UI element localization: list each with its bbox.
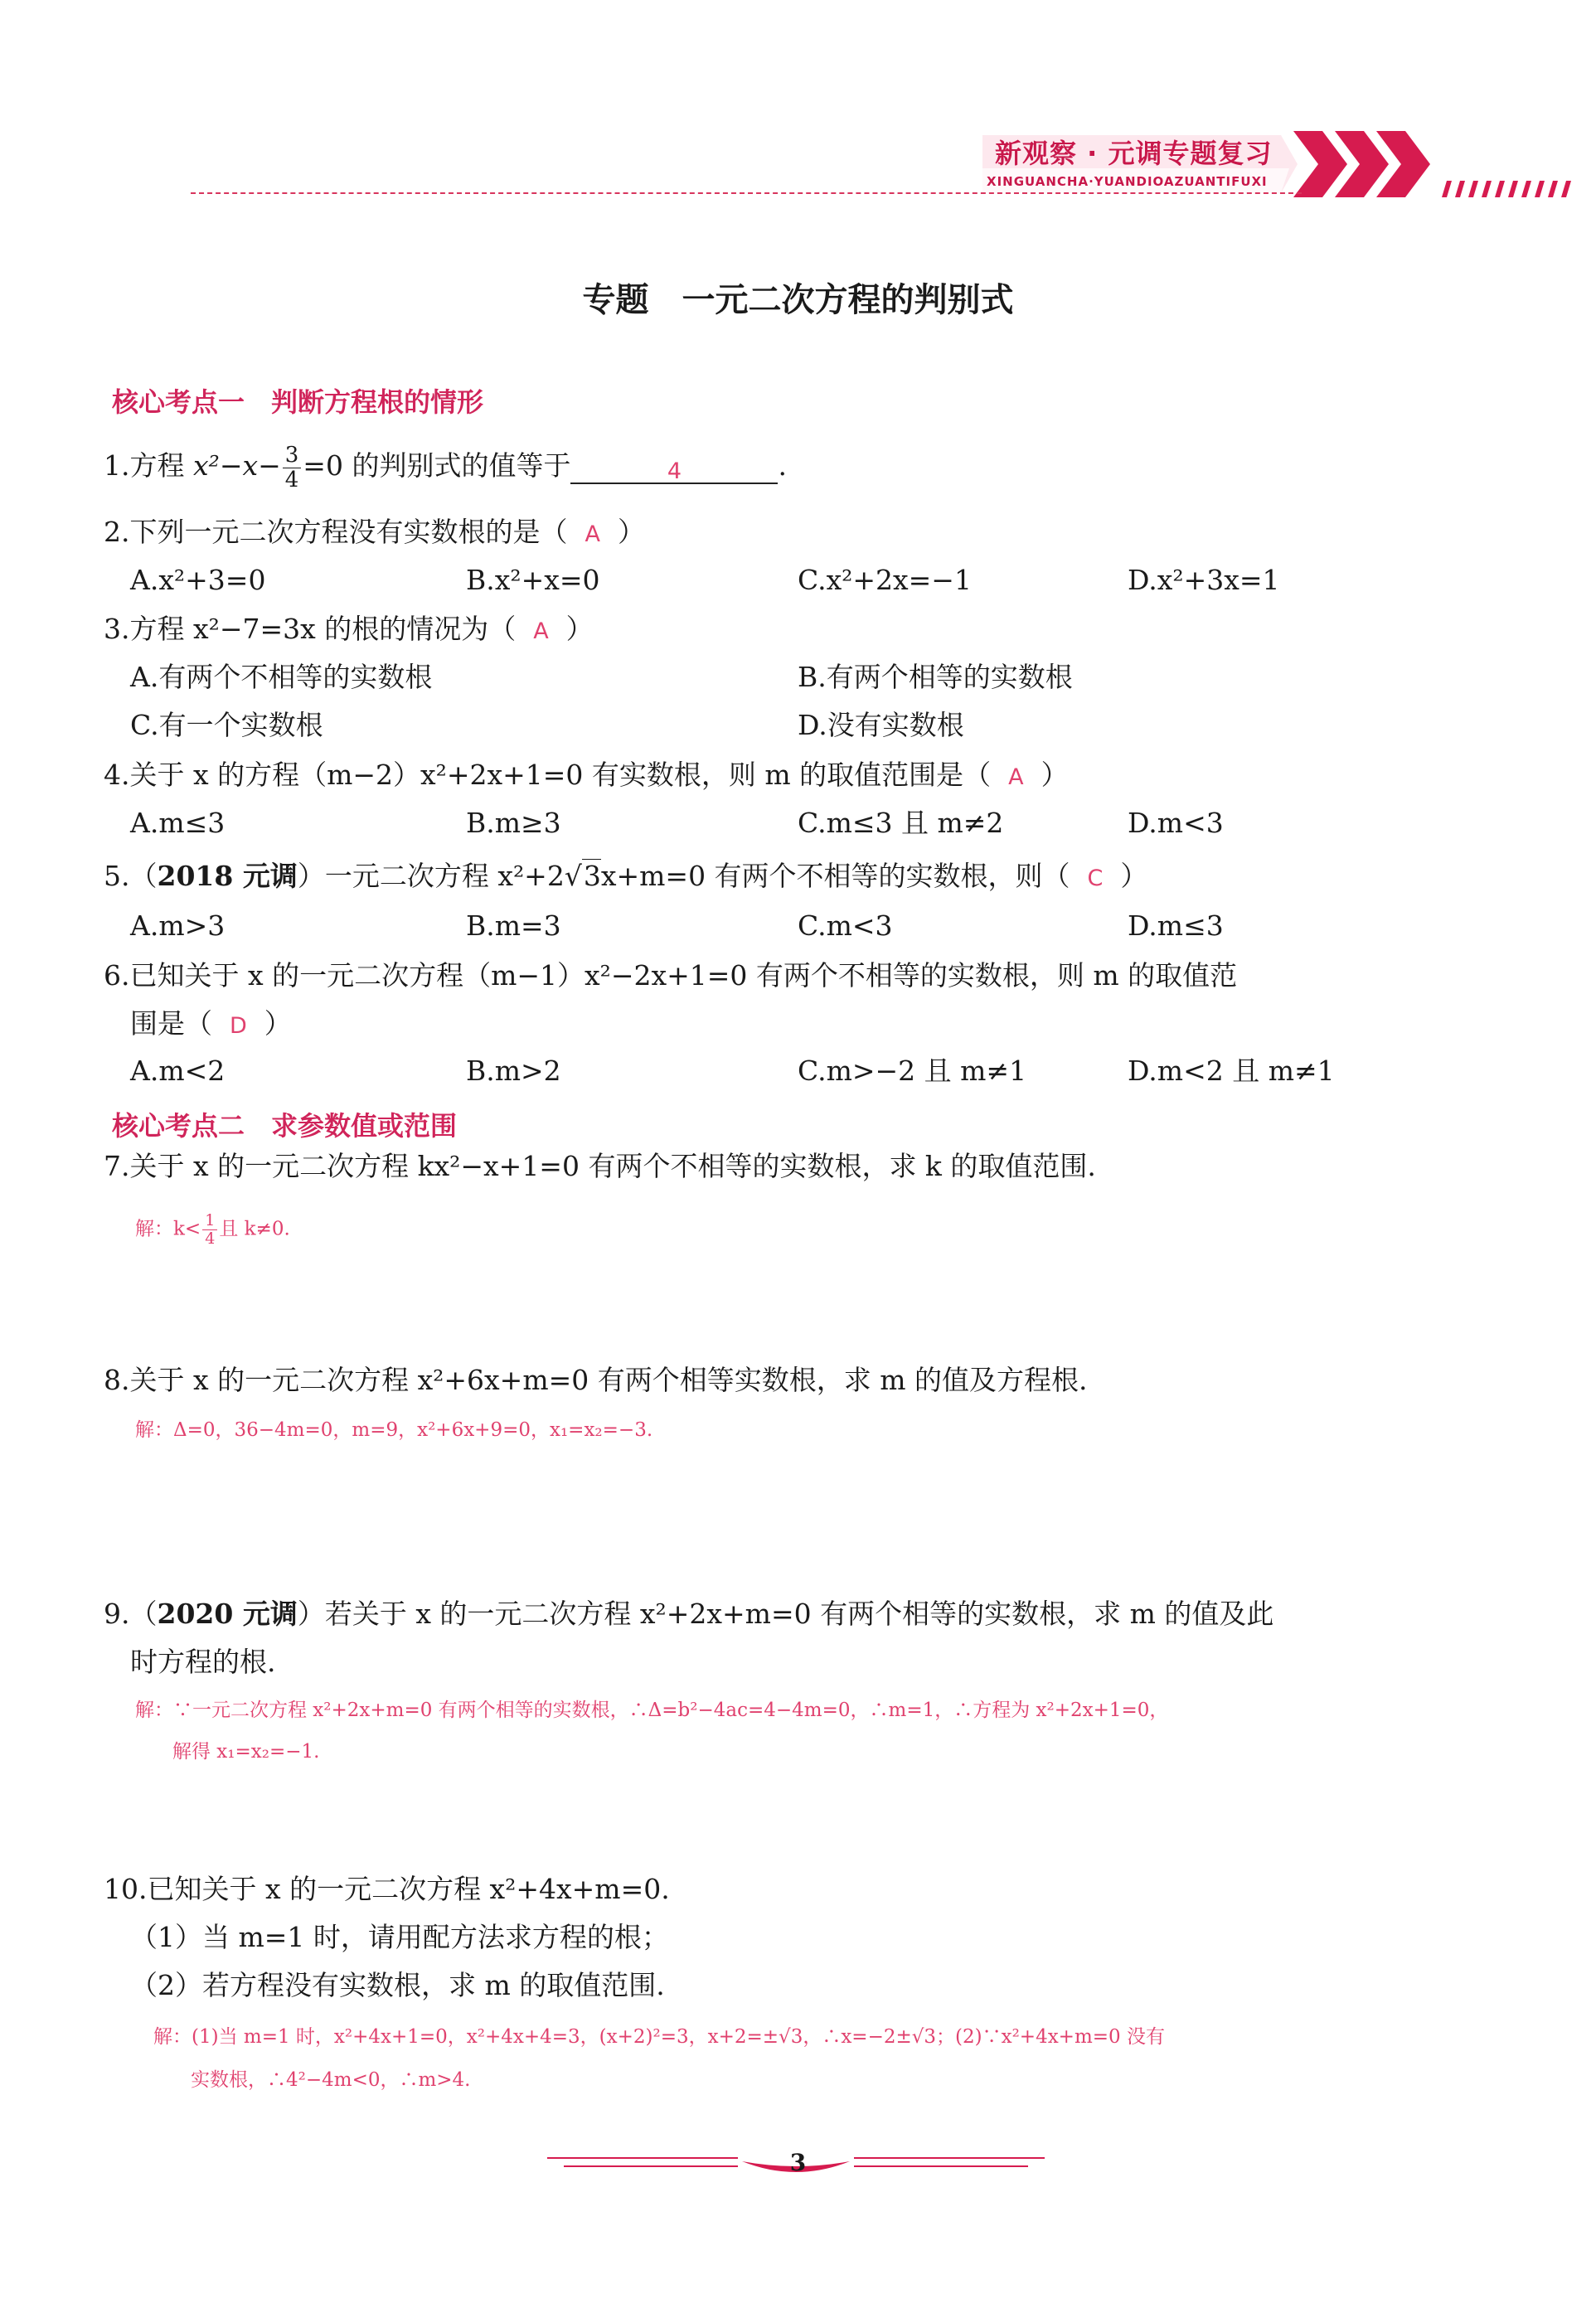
header-divider — [191, 192, 1302, 194]
question-9-tag: 2020 元调 — [157, 1598, 298, 1630]
question-9-stem-b: ）若关于 x 的一元二次方程 x²+2x+m=0 有两个相等的实数根，求 m 的值及此 — [297, 1598, 1274, 1630]
q2-option-a: A.x²+3=0 — [130, 564, 266, 596]
answer-5: C — [1087, 866, 1104, 891]
question-9-stem-a: 9.（ — [104, 1598, 158, 1630]
header-title: 新观察 · 元调专题复习 — [995, 138, 1273, 169]
chevron-decoration-icon — [1293, 131, 1434, 197]
q4-option-a: A.m≤3 — [130, 807, 226, 839]
question-10-part-1: （1）当 m=1 时，请用配方法求方程的根； — [130, 1921, 669, 1953]
question-3-stem: 3.方程 x²−7=3x 的根的情况为（ — [104, 613, 517, 645]
q4-option-c: C.m≤3 且 m≠2 — [798, 807, 1004, 839]
answer-6: D — [229, 1013, 247, 1039]
question-2: 2.下列一元二次方程没有实数根的是（ A ） — [104, 516, 645, 548]
answer-blank — [570, 455, 778, 484]
q3-option-d: D.没有实数根 — [798, 709, 964, 741]
solution-9-line2: 解得 x₁=x₂=−1. — [172, 1741, 320, 1763]
q4-option-b: B.m≥3 — [466, 807, 561, 839]
sqrt-radicand: 3 — [583, 860, 601, 892]
answer-3: A — [533, 618, 549, 644]
fraction — [283, 444, 302, 492]
solution-7 — [135, 1212, 290, 1248]
solution-7-b: 且 k≠0. — [219, 1218, 290, 1240]
question-5-stem-a: 5.（ — [104, 860, 158, 892]
question-8: 8.关于 x 的一元二次方程 x²+6x+m=0 有两个相等实数根，求 m 的值及方程根. — [104, 1364, 1088, 1396]
q4-option-d: D.m<3 — [1128, 807, 1224, 839]
question-4: 4.关于 x 的方程（m−2）x²+2x+1=0 有实数根，则 m 的取值范围是（ A ） — [104, 759, 1069, 791]
q3-option-b: B.有两个相等的实数根 — [798, 661, 1073, 693]
answer-4: A — [1008, 764, 1024, 790]
header-subtitle: XINGUANCHA·YUANDIOAZUANTIFUXI — [987, 174, 1268, 189]
answer-1: 4 — [667, 458, 682, 485]
q5-option-a: A.m>3 — [130, 909, 226, 942]
question-1: 1.方程 x²−x− $\frac{3}{4}$ =0 的判别式的值等于 4 . — [104, 443, 787, 492]
question-5-tag: 2018 元调 — [157, 860, 298, 892]
q2-option-b: B.x²+x=0 — [466, 564, 600, 596]
q6-option-a: A.m<2 — [130, 1055, 226, 1087]
section-heading-1: 核心考点一 判断方程根的情形 — [112, 386, 484, 418]
page-number: 3 — [789, 2149, 807, 2176]
solution-10-line1: 解：(1)当 m=1 时，x²+4x+1=0，x²+4x+4=3，(x+2)²=3，x+2=±√3，∴x=−2±√3；(2)∵x²+4x+m=0 没有 — [153, 2026, 1165, 2048]
question-3: 3.方程 x²−7=3x 的根的情况为（ A ） — [104, 613, 594, 645]
q5-option-d: D.m≤3 — [1128, 909, 1224, 942]
question-1-equation-a: x²−x− — [192, 449, 281, 483]
question-1-prefix: 1.方程 — [104, 449, 193, 483]
section-heading-2: 核心考点二 求参数值或范围 — [112, 1110, 458, 1142]
question-1-suffix: 的判别式的值等于 — [342, 449, 571, 483]
question-9-line2: 时方程的根. — [130, 1646, 276, 1678]
q2-option-d: D.x²+3x=1 — [1128, 564, 1280, 596]
question-1-equation-b: =0 — [303, 449, 343, 483]
question-10: 10.已知关于 x 的一元二次方程 x²+4x+m=0. — [104, 1873, 670, 1905]
question-6-line2: 围是（ D ） — [130, 1007, 292, 1040]
stripes-decoration-icon — [1438, 181, 1571, 197]
fraction-denominator: 4 — [205, 1229, 216, 1248]
q3-option-c: C.有一个实数根 — [130, 709, 323, 741]
fraction — [202, 1212, 217, 1248]
q5-option-c: C.m<3 — [798, 909, 893, 942]
q3-option-a: A.有两个不相等的实数根 — [130, 661, 433, 693]
question-4-stem: 4.关于 x 的方程（m−2）x²+2x+1=0 有实数根，则 m 的取值范围是（ — [104, 759, 992, 791]
q6-option-b: B.m>2 — [466, 1055, 561, 1087]
sqrt-icon: √ — [564, 860, 582, 892]
question-10-part-2: （2）若方程没有实数根，求 m 的取值范围. — [130, 1969, 665, 2001]
question-6-stem2: 围是（ — [130, 1007, 212, 1040]
answer-2: A — [585, 521, 600, 547]
q5-option-b: B.m=3 — [466, 909, 561, 942]
solution-7-a: 解：k< — [135, 1218, 201, 1240]
question-5-stem-c: x+m=0 有两个不相等的实数根，则（ — [600, 860, 1070, 892]
q6-option-d: D.m<2 且 m≠1 — [1128, 1055, 1335, 1087]
question-6: 6.已知关于 x 的一元二次方程（m−1）x²−2x+1=0 有两个不相等的实数根，则 m 的取值范 — [104, 959, 1238, 992]
q2-option-c: C.x²+2x=−1 — [798, 564, 972, 596]
fraction-denominator: 4 — [284, 467, 299, 492]
solution-10-line2: 实数根，∴4²−4m<0，∴m>4. — [191, 2069, 471, 2091]
question-9 — [104, 1598, 1274, 1630]
q6-option-c: C.m>−2 且 m≠1 — [798, 1055, 1027, 1087]
fraction-numerator: 1 — [202, 1212, 217, 1230]
page-title: 专题 一元二次方程的判别式 — [582, 281, 1014, 319]
question-2-stem: 2.下列一元二次方程没有实数根的是（ — [104, 516, 568, 548]
question-5-stem-b: ）一元二次方程 x²+2 — [297, 860, 565, 892]
question-7: 7.关于 x 的一元二次方程 kx²−x+1=0 有两个不相等的实数根，求 k 的取值范围. — [104, 1150, 1096, 1182]
solution-9-line1: 解：∵一元二次方程 x²+2x+m=0 有两个相等的实数根，∴Δ=b²−4ac=4−4m=0，∴m=1，∴方程为 x²+2x+1=0， — [135, 1700, 1169, 1721]
fraction-numerator: 3 — [283, 444, 302, 468]
question-5: 5.（2018 元调）一元二次方程 x²+2√3x+m=0 有两个不相等的实数根，则（ C ） — [104, 860, 1148, 892]
solution-8: 解：Δ=0，36−4m=0，m=9，x²+6x+9=0，x₁=x₂=−3. — [135, 1419, 653, 1441]
